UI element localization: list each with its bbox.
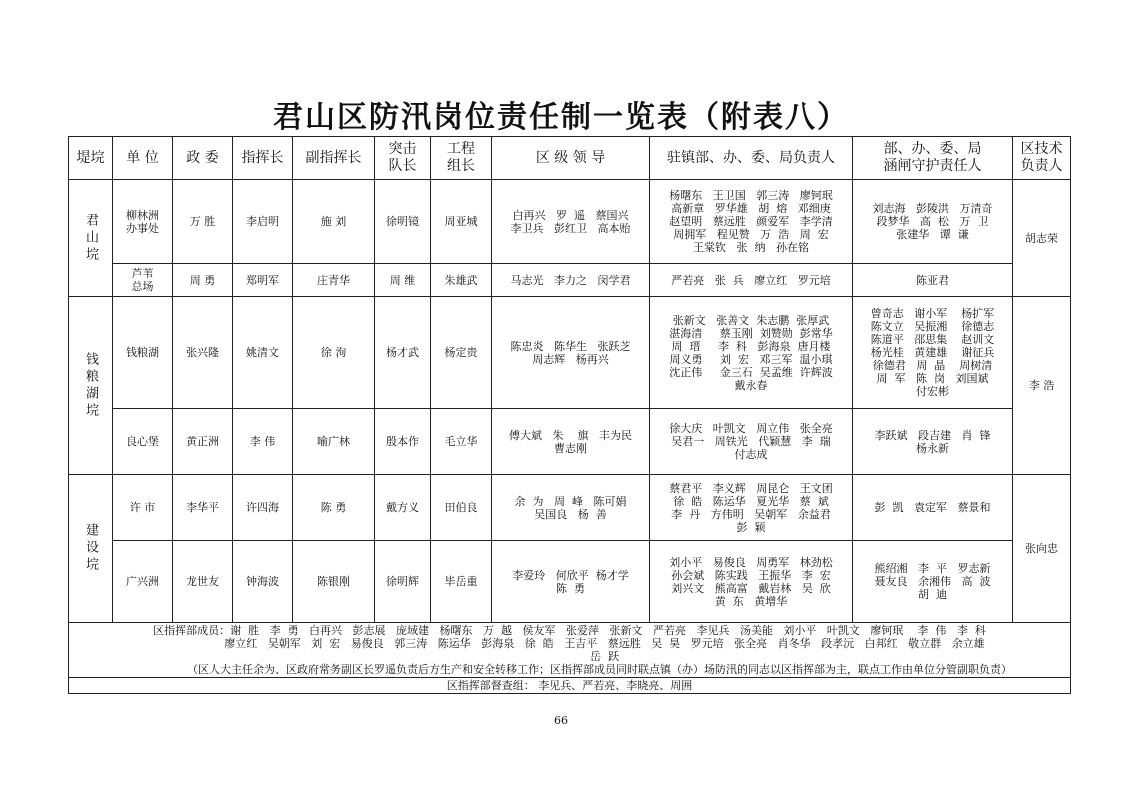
header-tech: 区技术 负责人 bbox=[1013, 137, 1071, 180]
assault-cell: 徐明镜 bbox=[375, 180, 431, 264]
deputy-cell: 施 刘 bbox=[293, 180, 375, 264]
embankment-name: 钱粮湖垸 bbox=[83, 351, 98, 420]
commissar-cell: 万 胜 bbox=[173, 180, 233, 264]
engineer-cell: 周亚城 bbox=[431, 180, 492, 264]
header-leaders: 区 级 领 导 bbox=[492, 137, 650, 180]
engineer-cell: 田伯良 bbox=[431, 475, 492, 541]
engineer-cell: 杨定贵 bbox=[431, 297, 492, 409]
table-row bbox=[69, 180, 1071, 264]
commander-cell: 郑明军 bbox=[233, 264, 293, 297]
commissar-cell: 张兴隆 bbox=[173, 297, 233, 409]
town-cell: 徐大庆 叶凯文 周立伟 张全亮 吴君一 周铁光 代颖慧 李 瑞 付志成 bbox=[650, 409, 853, 475]
deputy-cell: 喻广林 bbox=[293, 409, 375, 475]
leaders-cell: 李爱玲 何欣平 杨才学 陈 勇 bbox=[492, 541, 650, 623]
leaders-cell: 陈忠炎 陈华生 张跃芝 周志辉 杨再兴 bbox=[492, 297, 650, 409]
header-embankment: 堤垸 bbox=[69, 137, 113, 180]
table-row bbox=[69, 541, 1071, 623]
responsibility-table bbox=[68, 136, 1071, 694]
commander-cell: 姚清文 bbox=[233, 297, 293, 409]
table-row bbox=[69, 297, 1071, 409]
leaders-cell: 余 为 周 峰 陈可娟 吴国良 杨 善 bbox=[492, 475, 650, 541]
unit-cell: 广兴洲 bbox=[113, 541, 173, 623]
sluice-cell: 李跃斌 段吉建 肖 锋 杨永新 bbox=[853, 409, 1013, 475]
engineer-cell: 毛立华 bbox=[431, 409, 492, 475]
leaders-cell: 马志光 李力之 闵学君 bbox=[492, 264, 650, 297]
footer-members-row bbox=[69, 623, 1071, 678]
deputy-cell: 庄青华 bbox=[293, 264, 375, 297]
table-row bbox=[69, 264, 1071, 297]
assault-cell: 周 维 bbox=[375, 264, 431, 297]
table-row bbox=[69, 475, 1071, 541]
town-cell: 蔡君平 李义辉 周昆仑 王文团 徐 皓 陈运华 夏光华 蔡 斌 李 丹 方伟明 吴朝军 余益君 彭 颖 bbox=[650, 475, 853, 541]
unit-cell: 许 市 bbox=[113, 475, 173, 541]
deputy-cell: 陈 勇 bbox=[293, 475, 375, 541]
commander-cell: 李 伟 bbox=[233, 409, 293, 475]
command-note: （区人大主任余为、区政府常务副区长罗遥负责后方生产和安全转移工作；区指挥部成员同时联点镇（办）场防汛的同志以区指挥部为主，联点工作由单位分管副职负责） bbox=[187, 663, 1012, 676]
command-members: 区指挥部成员：谢 胜 李 勇 白再兴 彭志展 庞域建 杨曙东 万 越 侯友军 张爱萍 张新文 严若亮 李见兵 汤美能 刘小平 叶凯文 廖钶珉 李 伟 李 科 廖立红 吴朝军 刘 宏 易俊良 郭三涛 陈运华 彭海泉 徐 皓 王吉平 蔡远胜 吴 昊 罗元培 张全亮 肖冬华 段孝沅 白邦红 敬立群 余立雄 岳 跃 bbox=[153, 624, 986, 663]
sluice-cell: 彭 凯 袁定军 蔡景和 bbox=[853, 475, 1013, 541]
assault-cell: 徐明辉 bbox=[375, 541, 431, 623]
deputy-cell: 徐 洵 bbox=[293, 297, 375, 409]
leaders-cell: 傅大斌 朱 旗 丰为民 曹志刚 bbox=[492, 409, 650, 475]
commander-cell: 许四海 bbox=[233, 475, 293, 541]
sluice-cell: 熊绍湘 李 平 罗志新 聂友良 余湘伟 高 波 胡 迪 bbox=[853, 541, 1013, 623]
deputy-cell: 陈银刚 bbox=[293, 541, 375, 623]
engineer-cell: 毕岳重 bbox=[431, 541, 492, 623]
tech-cell: 李 浩 bbox=[1013, 297, 1071, 475]
unit-cell: 钱粮湖 bbox=[113, 297, 173, 409]
commander-cell: 钟海波 bbox=[233, 541, 293, 623]
header-commander: 指挥长 bbox=[233, 137, 293, 180]
sluice-cell: 刘志海 彭陵洪 万清奇 段梦华 高 松 万 卫 张建华 谭 谦 bbox=[853, 180, 1013, 264]
header-sluice: 部、办、委、局 涵闸守护责任人 bbox=[853, 137, 1013, 180]
header-town: 驻镇部、办、委、局负责人 bbox=[650, 137, 853, 180]
engineer-cell: 朱雄武 bbox=[431, 264, 492, 297]
unit-cell: 良心堡 bbox=[113, 409, 173, 475]
commissar-cell: 李华平 bbox=[173, 475, 233, 541]
embankment-cell bbox=[69, 475, 113, 623]
assault-cell: 杨才武 bbox=[375, 297, 431, 409]
supervision-group: 区指挥部督查组： 李见兵、严若亮、李晓亮、周囲 bbox=[69, 678, 1071, 694]
commander-cell: 李启明 bbox=[233, 180, 293, 264]
sluice-cell: 曾奇志 谢小军 杨扩军 陈文立 吴振湘 徐德志 陈道平 邵思集 赵训文 杨光桂 黄建雄 谢征兵 徐德君 周 晶 周树清 周 军 陈 岗 刘国斌 付宏彬 bbox=[853, 297, 1013, 409]
town-cell: 张新文 张善文 朱志鹏 张厚武 湛海清 蔡玉刚 刘赞勋 彭常华 周 瑨 李 科 彭海泉 唐月楼 周义勇 刘 宏 邓三军 温小琪 沈正伟 金三石 吴孟维 许辉波 戴永春 bbox=[650, 297, 853, 409]
town-cell: 刘小平 易俊良 周勇军 林劲松 孙会斌 陈实践 王振华 李 宏 刘兴文 熊高富 戴岩林 吴 欣 黄 东 黄增华 bbox=[650, 541, 853, 623]
header-engineer: 工程 组长 bbox=[431, 137, 492, 180]
commissar-cell: 周 勇 bbox=[173, 264, 233, 297]
embankment-name: 君山垸 bbox=[83, 212, 98, 264]
embankment-cell bbox=[69, 180, 113, 297]
header-deputy: 副指挥长 bbox=[293, 137, 375, 180]
sluice-cell: 陈亚君 bbox=[853, 264, 1013, 297]
leaders-cell: 白再兴 罗 遥 蔡国兴 李卫兵 彭红卫 高本贻 bbox=[492, 180, 650, 264]
footer-members-cell bbox=[69, 623, 1071, 678]
assault-cell: 殷本作 bbox=[375, 409, 431, 475]
footer-supervision-row bbox=[69, 678, 1071, 694]
page-number: 66 bbox=[554, 714, 568, 727]
header-unit: 单 位 bbox=[113, 137, 173, 180]
town-cell: 杨曙东 王卫国 郭三涛 廖钶珉 高新章 罗华雄 胡 熔 邓细庚 赵望明 蔡远胜 颜爱军 李学清 周拥军 程见赞 万 浩 周 宏 王棠钦 张 纳 孙在铭 bbox=[650, 180, 853, 264]
header-row bbox=[69, 137, 1071, 180]
embankment-cell bbox=[69, 297, 113, 475]
tech-cell: 张向忠 bbox=[1013, 475, 1071, 623]
commissar-cell: 黄正洲 bbox=[173, 409, 233, 475]
assault-cell: 戴方义 bbox=[375, 475, 431, 541]
table-row bbox=[69, 409, 1071, 475]
unit-cell: 芦苇 总场 bbox=[113, 264, 173, 297]
town-cell: 严若亮 张 兵 廖立红 罗元培 bbox=[650, 264, 853, 297]
unit-cell: 柳林洲 办事处 bbox=[113, 180, 173, 264]
header-commissar: 政 委 bbox=[173, 137, 233, 180]
commissar-cell: 龙世友 bbox=[173, 541, 233, 623]
tech-cell: 胡志荣 bbox=[1013, 180, 1071, 297]
header-assault: 突击 队长 bbox=[375, 137, 431, 180]
page-title: 君山区防汛岗位责任制一览表（附表八） bbox=[273, 100, 849, 135]
embankment-name: 建设垸 bbox=[83, 523, 98, 574]
